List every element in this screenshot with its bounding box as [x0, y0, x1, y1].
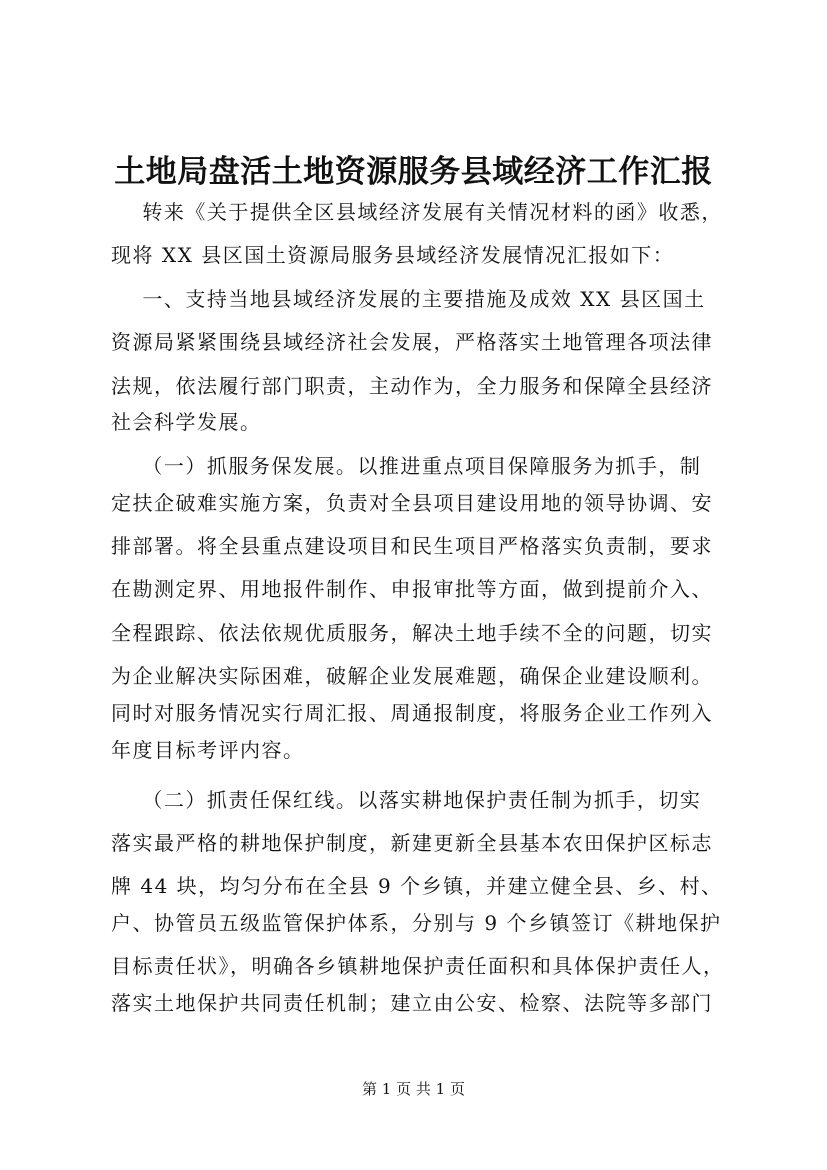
- body-line: 排部署。将全县重点建设项目和民生项目严格落实负责制，要求: [111, 534, 713, 558]
- body-line: 资源局紧紧围绕县域经济社会发展，严格落实土地管理各项法律: [111, 330, 713, 354]
- body-line: 一、支持当地县域经济发展的主要措施及成效 XX 县区国土: [111, 287, 706, 311]
- body-line: 法规，依法履行部门职责，主动作为，全力服务和保障全县经济: [111, 374, 713, 398]
- body-line: 在勘测定界、用地报件制作、申报审批等方面，做到提前介入、: [111, 577, 713, 601]
- body-line: 同时对服务情况实行周汇报、周通报制度，将服务企业工作列入: [111, 701, 713, 725]
- body-line: 转来《关于提供全区县域经济发展有关情况材料的函》收悉，: [111, 200, 723, 224]
- body-line: 落实土地保护共同责任机制；建立由公安、检察、法院等多部门: [111, 991, 713, 1015]
- body-line: 为企业解决实际困难，破解企业发展难题，确保企业建设顺利。: [111, 664, 713, 688]
- body-line: 现将 XX 县区国土资源局服务县域经济发展情况汇报如下：: [111, 243, 675, 267]
- body-line: 全程跟踪、依法依规优质服务，解决土地手续不全的问题，切实: [111, 621, 713, 645]
- body-line: 户、协管员五级监管保护体系，分别与 9 个乡镇签订《耕地保护: [111, 911, 722, 935]
- body-line: 落实最严格的耕地保护制度，新建更新全县基本农田保护区标志: [111, 831, 713, 855]
- body-line: （二）抓责任保红线。以落实耕地保护责任制为抓手，切实: [111, 788, 702, 812]
- body-line: 定扶企破难实施方案，负责对全县项目建设用地的领导协调、安: [111, 491, 713, 515]
- page-number: 第 1 页 共 1 页: [362, 1080, 465, 1098]
- document-title: 土地局盘活土地资源服务县域经济工作汇报: [114, 154, 713, 190]
- body-line: 牌 44 块，均匀分布在全县 9 个乡镇，并建立健全县、乡、村、: [111, 874, 723, 898]
- body-line: 年度目标考评内容。: [111, 738, 305, 762]
- body-line: （一）抓服务保发展。以推进重点项目保障服务为抓手，制: [111, 454, 702, 478]
- body-line: 目标责任状》，明确各乡镇耕地保护责任面积和具体保护责任人，: [111, 954, 725, 978]
- body-line: 社会科学发展。: [111, 410, 262, 434]
